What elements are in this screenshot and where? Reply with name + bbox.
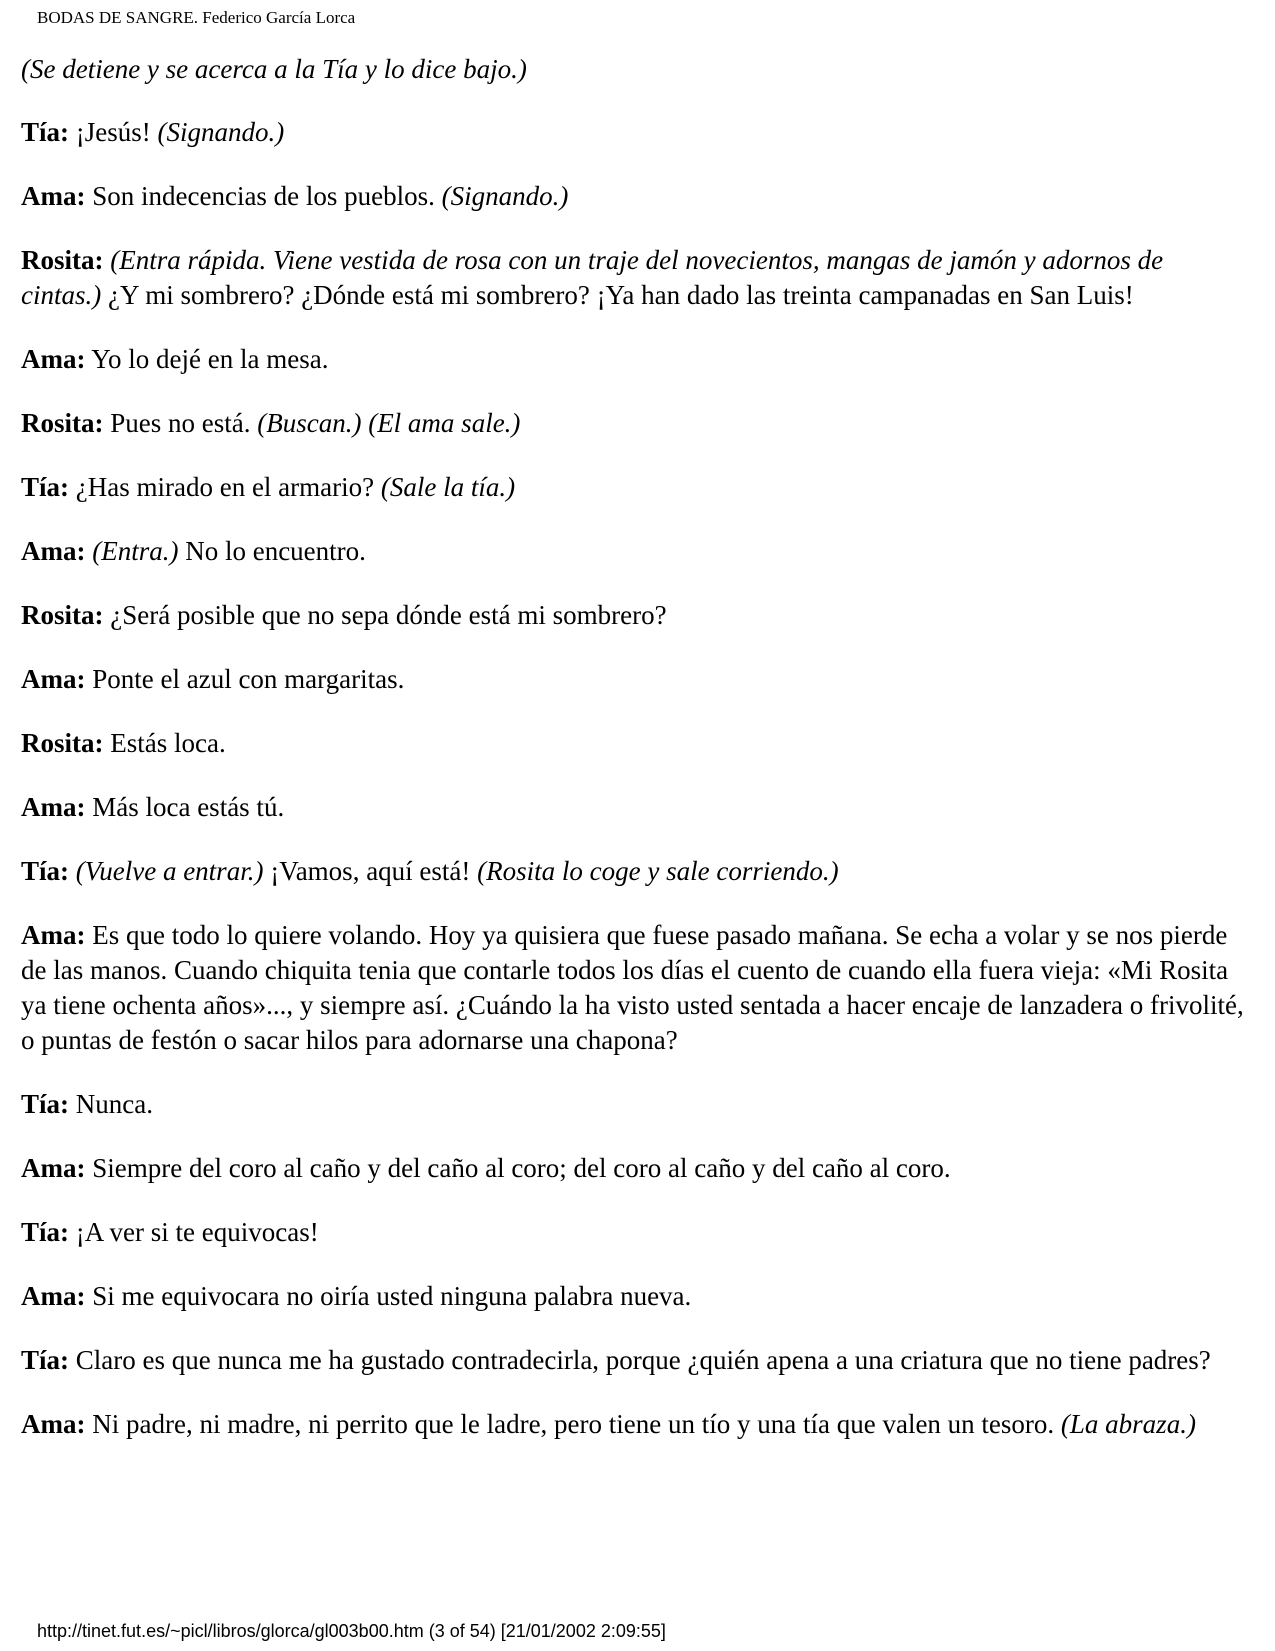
speaker-name: Ama:: [21, 920, 86, 950]
speaker-name: Ama:: [21, 181, 86, 211]
stage-direction: (Entra rápida. Viene vestida de rosa con un traje del novecientos, mangas de jamón y adornos de cintas.): [21, 245, 1164, 310]
dialogue-line: [21, 598, 1246, 633]
speaker-name: Rosita:: [21, 600, 104, 630]
speaker-name: Tía:: [21, 856, 70, 886]
dialogue-line: [21, 470, 1246, 505]
line-text: Si me equivocara no oiría usted ninguna palabra nueva.: [85, 1281, 692, 1311]
dialogue-line: [21, 1151, 1246, 1186]
stage-direction: (Sale la tía.): [380, 472, 516, 502]
dialogue-line: [21, 918, 1246, 1058]
line-text: [69, 856, 76, 886]
speaker-name: Tía:: [21, 1345, 70, 1375]
line-text: Siempre del coro al caño y del caño al coro; del coro al caño y del caño al coro.: [85, 1153, 951, 1183]
stage-direction: (Buscan.) (El ama sale.): [257, 408, 521, 438]
dialogue-line: [21, 790, 1246, 825]
line-text: Ni padre, ni madre, ni perrito que le ladre, pero tiene un tío y una tía que valen un tesoro.: [85, 1409, 1061, 1439]
dialogue-line: [21, 662, 1246, 697]
speaker-name: Ama:: [21, 1281, 86, 1311]
speaker-name: Ama:: [21, 536, 86, 566]
dialogue-line: [21, 534, 1246, 569]
speaker-name: Tía:: [21, 117, 70, 147]
stage-direction: (Vuelve a entrar.): [75, 856, 264, 886]
speaker-name: Rosita:: [21, 245, 104, 275]
dialogue-line: [21, 854, 1246, 889]
stage-direction: (Entra.): [92, 536, 179, 566]
line-text: ¿Será posible que no sepa dónde está mi sombrero?: [103, 600, 667, 630]
line-text: No lo encuentro.: [178, 536, 366, 566]
dialogue-line: [21, 1279, 1246, 1314]
speaker-name: Ama:: [21, 1409, 86, 1439]
line-text: Yo lo dejé en la mesa.: [85, 344, 329, 374]
line-text: ¡A ver si te equivocas!: [69, 1217, 319, 1247]
dialogue-line: [21, 243, 1246, 313]
line-text: Ponte el azul con margaritas.: [85, 664, 405, 694]
line-text: Nunca.: [69, 1089, 153, 1119]
line-text: ¿Y mi sombrero? ¿Dónde está mi sombrero? ¡Ya han dado las treinta campanadas en San Luis!: [101, 280, 1134, 310]
stage-direction: (Signando.): [441, 181, 569, 211]
line-text: Es que todo lo quiere volando. Hoy ya quisiera que fuese pasado mañana. Se echa a volar y se nos pierde de las manos. Cuando chiquita tenia que contarle todos los días el cuento de cuando ella fuera vieja: «Mi Rosita ya tiene ochenta años»..., y siempre así. ¿Cuándo la ha visto usted sentada a hacer encaje de lanzadera o frivolité, o puntas de festón o sacar hilos para adornarse una chapona?: [21, 920, 1244, 1055]
speaker-name: Rosita:: [21, 728, 104, 758]
dialogue-line: [21, 726, 1246, 761]
speaker-name: Tía:: [21, 472, 70, 502]
speaker-name: Ama:: [21, 792, 86, 822]
speaker-name: Tía:: [21, 1217, 70, 1247]
dialogue-line: [21, 1407, 1246, 1442]
page-footer-url: http://tinet.fut.es/~picl/libros/glorca/gl003b00.htm (3 of 54) [21/01/2002 2:09:55]: [37, 1621, 666, 1641]
speaker-name: Ama:: [21, 344, 86, 374]
stage-direction: (La abraza.): [1060, 1409, 1196, 1439]
speaker-name: Tía:: [21, 1089, 70, 1119]
line-text: Son indecencias de los pueblos.: [85, 181, 442, 211]
line-text: Estás loca.: [103, 728, 226, 758]
line-text: ¿Has mirado en el armario?: [69, 472, 381, 502]
stage-direction: (Rosita lo coge y sale corriendo.): [477, 856, 839, 886]
speaker-name: Ama:: [21, 1153, 86, 1183]
stage-direction: (Signando.): [157, 117, 285, 147]
speaker-name: Rosita:: [21, 408, 104, 438]
dialogue-line: [21, 52, 1246, 87]
dialogue-line: [21, 179, 1246, 214]
speaker-name: Ama:: [21, 664, 86, 694]
dialogue-line: [21, 342, 1246, 377]
dialogue-line: [21, 115, 1246, 150]
dialogue-line: [21, 1087, 1246, 1122]
page-header: BODAS DE SANGRE. Federico García Lorca: [37, 8, 356, 27]
line-text: ¡Jesús!: [69, 117, 158, 147]
line-text: ¡Vamos, aquí está!: [263, 856, 478, 886]
stage-direction: (Se detiene y se acerca a la Tía y lo dice bajo.): [21, 54, 527, 84]
line-text: Más loca estás tú.: [85, 792, 285, 822]
line-text: Pues no está.: [103, 408, 258, 438]
dialogue-line: [21, 1215, 1246, 1250]
dialogue-body: [21, 52, 1246, 1442]
line-text: Claro es que nunca me ha gustado contradecirla, porque ¿quién apena a una criatura que no tiene padres?: [69, 1345, 1211, 1375]
dialogue-line: [21, 1343, 1246, 1378]
dialogue-line: [21, 406, 1246, 441]
